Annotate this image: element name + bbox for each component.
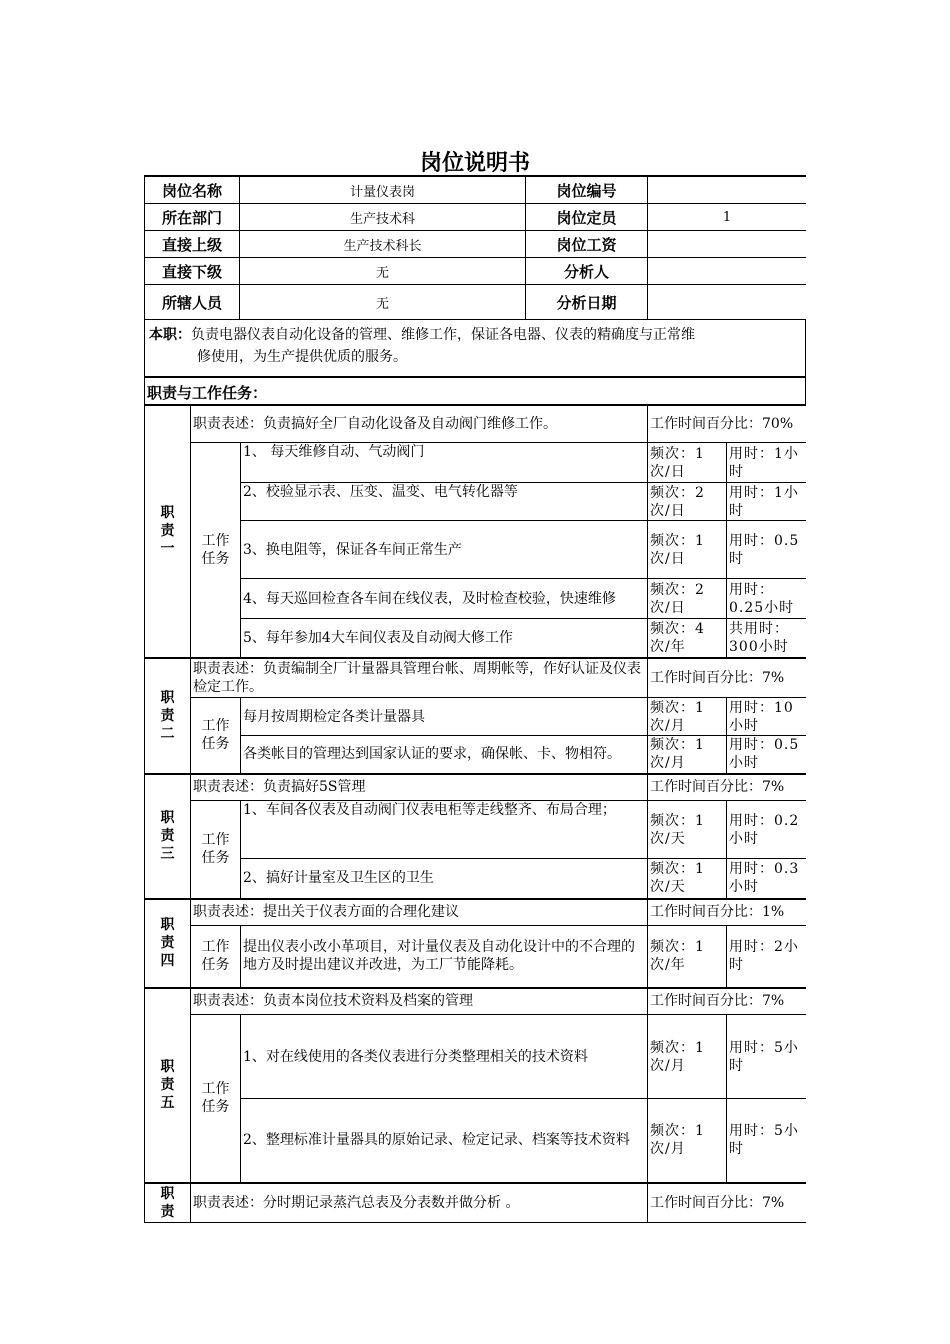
task-3-2-text: 2、搞好计量室及卫生区的卫生	[241, 859, 648, 899]
supervisor-label: 直接上级	[145, 231, 240, 258]
task-1-4-time: 用时：0.25小时	[727, 579, 807, 619]
duty-1-name: 职责一	[145, 406, 191, 658]
task-2-1-time: 用时：10小时	[727, 698, 807, 736]
task-1-1-time: 用时：1小时	[727, 443, 807, 483]
duty-5-percent: 工作时间百分比：7%	[648, 988, 807, 1015]
task-2-1-text: 每月按周期检定各类计量器具	[241, 698, 648, 736]
duty-2-work-task-label: 工作任务	[191, 698, 241, 774]
duty-3-percent: 工作时间百分比：7%	[648, 774, 807, 801]
duty-2-statement: 职责表述：负责编制全厂计量器具管理台帐、周期帐等，作好认证及仪表检定工作。	[191, 658, 648, 698]
task-5-1-text: 1、对在线使用的各类仪表进行分类整理相关的技术资料	[241, 1015, 648, 1099]
task-1-2-text: 2、校验显示表、压变、温变、电气转化器等	[241, 483, 648, 521]
task-1-2-time: 用时：1小时	[727, 483, 807, 521]
task-3-1-freq: 频次：1次/天	[648, 801, 727, 859]
duty-3-work-task-label: 工作任务	[191, 801, 241, 899]
task-1-5-freq: 频次：4次/年	[648, 619, 727, 658]
duty-2-percent: 工作时间百分比：7%	[648, 658, 807, 698]
analysis-date-value	[648, 285, 807, 320]
duty-5-work-task-label: 工作任务	[191, 1015, 241, 1183]
task-3-1-time: 用时：0.2小时	[727, 801, 807, 859]
task-1-5-time: 共用时：300小时	[727, 619, 807, 658]
task-4-1-text: 提出仪表小改小革项目，对计量仪表及自动化设计中的不合理的地方及时提出建议并改进，为工厂节能降耗。	[241, 926, 648, 988]
duties-table	[144, 405, 806, 1223]
job-description-form	[144, 175, 806, 1235]
task-2-2-freq: 频次：1次/月	[648, 736, 727, 774]
basic-info-table	[144, 175, 806, 320]
duty-4-name: 职责四	[145, 899, 191, 988]
task-1-2-freq: 频次：2次/日	[648, 483, 727, 521]
analysis-date-label: 分析日期	[526, 285, 648, 320]
task-5-2-text: 2、整理标准计量器具的原始记录、检定记录、档案等技术资料	[241, 1099, 648, 1183]
task-5-2-time: 用时：5小时	[727, 1099, 807, 1183]
duty-4-percent: 工作时间百分比：1%	[648, 899, 807, 926]
analyst-label: 分析人	[526, 258, 648, 285]
task-1-1-freq: 频次：1次/日	[648, 443, 727, 483]
subordinate-label: 直接下级	[145, 258, 240, 285]
duty-3-name: 职责三	[145, 774, 191, 899]
analyst-value	[648, 258, 807, 285]
core-duty-block	[144, 320, 806, 378]
supervisor-value: 生产技术科长	[240, 231, 526, 258]
duty-4-work-task-label: 工作任务	[191, 926, 241, 988]
task-1-4-freq: 频次：2次/日	[648, 579, 727, 619]
managed-value: 无	[240, 285, 526, 320]
duty-1-work-task-label: 工作任务	[191, 443, 241, 658]
duty-4-statement: 职责表述：提出关于仪表方面的合理化建议	[191, 899, 648, 926]
position-code-label: 岗位编号	[526, 176, 648, 204]
headcount-label: 岗位定员	[526, 204, 648, 231]
task-1-5-text: 5、每年参加4大车间仪表及自动阀大修工作	[241, 619, 648, 658]
subordinate-value: 无	[240, 258, 526, 285]
position-code-value	[648, 176, 807, 204]
managed-label: 所辖人员	[145, 285, 240, 320]
duty-3-statement: 职责表述：负责搞好5S管理	[191, 774, 648, 801]
task-2-2-text: 各类帐目的管理达到国家认证的要求，确保帐、卡、物相符。	[241, 736, 648, 774]
duty-6-statement: 职责表述：分时期记录蒸汽总表及分表数并做分析 。	[191, 1183, 648, 1223]
task-3-2-time: 用时：0.3小时	[727, 859, 807, 899]
duty-5-name: 职责五	[145, 988, 191, 1183]
duty-6-percent: 工作时间百分比：7%	[648, 1183, 807, 1223]
position-name-value: 计量仪表岗	[240, 176, 526, 204]
task-1-3-freq: 频次：1次/日	[648, 521, 727, 579]
page-title: 岗位说明书	[419, 151, 530, 176]
duty-2-name: 职责二	[145, 658, 191, 774]
salary-value	[648, 231, 807, 258]
duty-6-name: 职责	[145, 1183, 191, 1223]
responsibilities-header: 职责与工作任务：	[144, 378, 806, 405]
headcount-value: 1	[648, 204, 807, 231]
task-5-1-freq: 频次：1次/月	[648, 1015, 727, 1099]
duty-5-statement: 职责表述：负责本岗位技术资料及档案的管理	[191, 988, 648, 1015]
task-1-3-text: 3、换电阻等，保证各车间正常生产	[241, 521, 648, 579]
task-3-2-freq: 频次：1次/天	[648, 859, 727, 899]
duty-1-statement: 职责表述：负责搞好全厂自动化设备及自动阀门维修工作。	[191, 406, 648, 443]
task-2-2-time: 用时：0.5小时	[727, 736, 807, 774]
core-duty-line2: 修使用，为生产提供优质的服务。	[197, 349, 407, 365]
task-5-2-freq: 频次：1次/月	[648, 1099, 727, 1183]
task-4-1-freq: 频次：1次/年	[648, 926, 727, 988]
task-3-1-text: 1、车间各仪表及自动阀门仪表电柜等走线整齐、布局合理；	[241, 801, 648, 859]
department-value: 生产技术科	[240, 204, 526, 231]
task-4-1-time: 用时：2小时	[727, 926, 807, 988]
task-1-1-text: 1、 每天维修自动、气动阀门	[241, 443, 648, 483]
duty-1-percent: 工作时间百分比：70%	[648, 406, 807, 443]
task-2-1-freq: 频次：1次/月	[648, 698, 727, 736]
salary-label: 岗位工资	[526, 231, 648, 258]
core-duty-label: 本职：	[149, 327, 191, 343]
task-1-3-time: 用时：0.5时	[727, 521, 807, 579]
task-5-1-time: 用时：5小时	[727, 1015, 807, 1099]
position-name-label: 岗位名称	[145, 176, 240, 204]
task-1-4-text: 4、每天巡回检查各车间在线仪表，及时检查校验，快速维修	[241, 579, 648, 619]
department-label: 所在部门	[145, 204, 240, 231]
core-duty-line1: 负责电器仪表自动化设备的管理、维修工作，保证各电器、仪表的精确度与正常维	[191, 327, 695, 343]
